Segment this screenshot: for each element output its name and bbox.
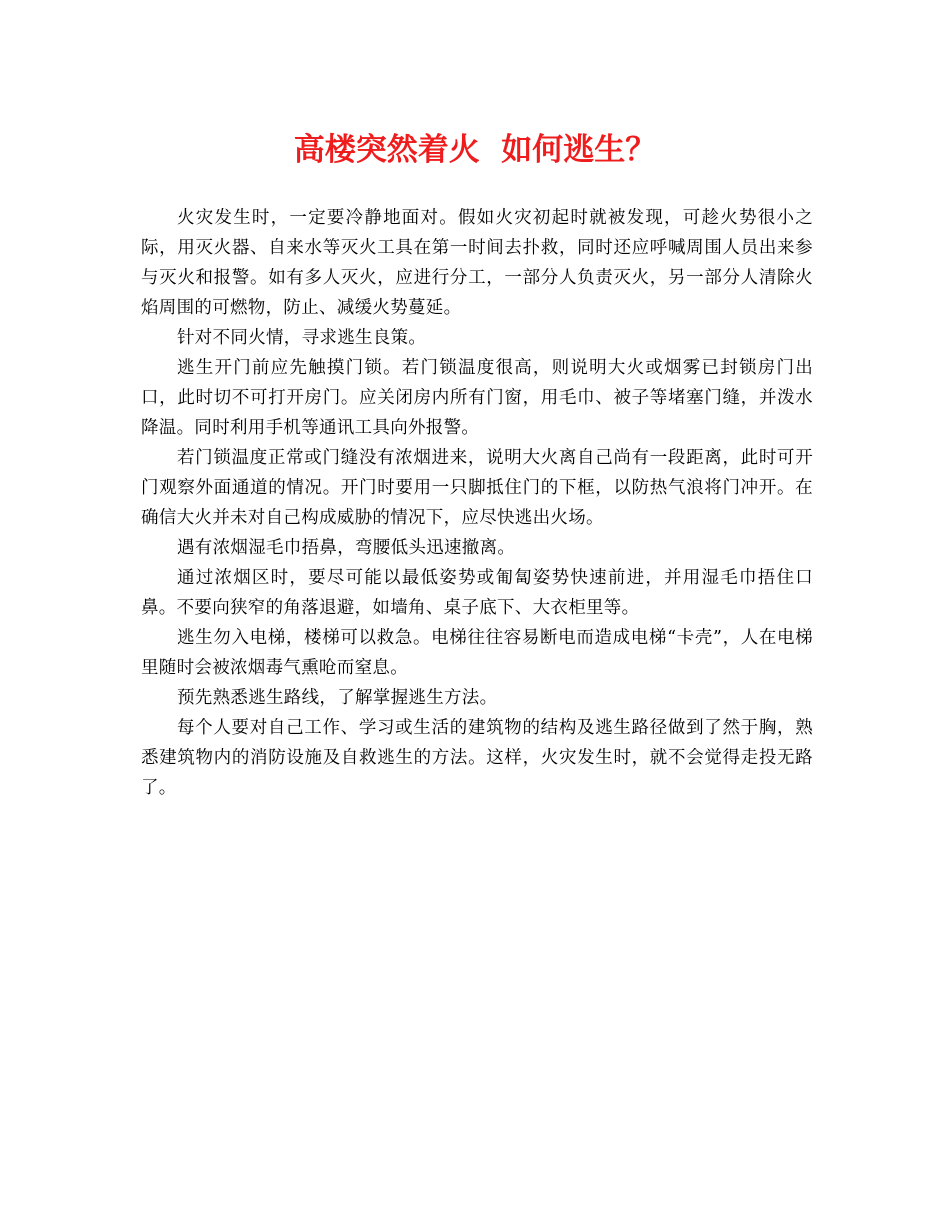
paragraph: 每个人要对自己工作、学习或生活的建筑物的结构及逃生路径做到了然于胸，熟悉建筑物内的消防设施及自救逃生的方法。这样，火灾发生时，就不会觉得走投无路了。	[141, 718, 813, 798]
paragraph: 逃生开门前应先触摸门锁。若门锁温度很高，则说明大火或烟雾已封锁房门出口，此时切不可打开房门。应关闭房内所有门窗，用毛巾、被子等堵塞门缝，并泼水降温。同时利用手机等通讯工具向外报警。	[141, 358, 813, 438]
paragraph: 针对不同火情，寻求逃生良策。	[177, 328, 427, 348]
paragraph: 若门锁温度正常或门缝没有浓烟进来，说明大火离自己尚有一段距离，此时可开门观察外面通道的情况。开门时要用一只脚抵住门的下框，以防热气浪将门冲开。在确信大火并未对自己构成威胁的情况下，应尽快逃出火场。	[141, 448, 813, 528]
paragraph: 逃生勿入电梯，楼梯可以救急。电梯往往容易断电而造成电梯“卡壳”，人在电梯里随时会被浓烟毒气熏呛而窒息。	[141, 628, 813, 678]
document-title: 高楼突然着火 如何逃生？	[293, 132, 657, 168]
paragraph: 预先熟悉逃生路线，了解掌握逃生方法。	[177, 688, 498, 708]
paragraph: 火灾发生时，一定要冷静地面对。假如火灾初起时就被发现，可趁火势很小之际，用灭火器、自来水等灭火工具在第一时间去扑救，同时还应呼喊周围人员出来参与灭火和报警。如有多人灭火，应进行分工，一部分人负责灭火，另一部分人清除火焰周围的可燃物，防止、减缓火势蔓延。	[141, 208, 813, 318]
paragraph: 遇有浓烟湿毛巾捂鼻，弯腰低头迅速撤离。	[177, 538, 516, 558]
paragraph: 通过浓烟区时，要尽可能以最低姿势或匍匐姿势快速前进，并用湿毛巾捂住口鼻。不要向狭窄的角落退避，如墙角、桌子底下、大衣柜里等。	[141, 568, 813, 618]
document-body	[141, 203, 813, 803]
